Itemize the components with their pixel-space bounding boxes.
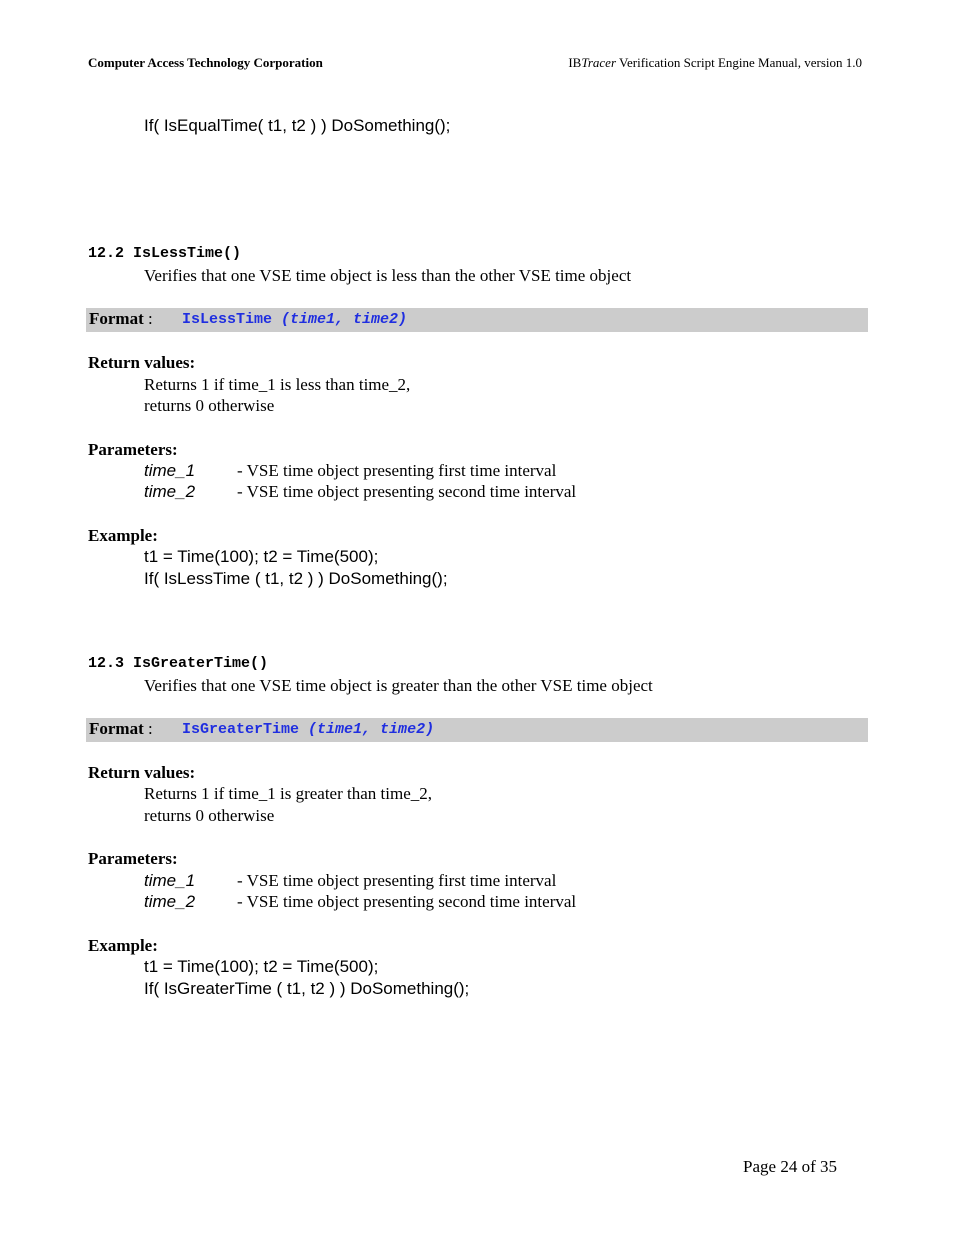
header-manual-prefix: IB (568, 55, 582, 70)
format-args: (time1, time2) (308, 721, 435, 738)
return-line: returns 0 otherwise (144, 396, 275, 415)
format-signature (182, 721, 434, 738)
page-number: Page 24 of 35 (743, 1157, 837, 1176)
param-name: time_1 (144, 461, 196, 480)
section-heading-isgreatertime: 12.3 IsGreaterTime() (88, 655, 269, 672)
return-values-title: Return values: (88, 763, 196, 782)
format-label: Format : (89, 309, 153, 328)
section-description: Verifies that one VSE time object is greater than the other VSE time object (144, 676, 653, 695)
format-function: IsLessTime (182, 311, 273, 328)
format-label: Format : (89, 719, 153, 738)
format-function: IsGreaterTime (182, 721, 300, 738)
return-line: Returns 1 if time_1 is less than time_2, (144, 375, 411, 394)
format-bar (86, 718, 868, 742)
return-line: Returns 1 if time_1 is greater than time_2, (144, 784, 432, 803)
example-line: If( IsGreaterTime ( t1, t2 ) ) DoSomething(); (144, 979, 470, 998)
return-line: returns 0 otherwise (144, 806, 275, 825)
example-line: t1 = Time(100); t2 = Time(500); (144, 547, 379, 566)
format-signature (182, 311, 407, 328)
header-manual-title (568, 55, 862, 71)
parameters-title: Parameters: (88, 440, 178, 459)
param-name: time_1 (144, 871, 196, 890)
top-example-line: If( IsEqualTime( t1, t2 ) ) DoSomething(); (144, 116, 451, 135)
example-line: t1 = Time(100); t2 = Time(500); (144, 957, 379, 976)
param-description: - VSE time object presenting second time interval (237, 892, 577, 911)
header-manual-suffix: Verification Script Engine Manual, version 1.0 (616, 55, 862, 70)
return-values-title: Return values: (88, 353, 196, 372)
format-args: (time1, time2) (281, 311, 408, 328)
section-heading-islesstime: 12.2 IsLessTime() (88, 245, 242, 262)
header-company: Computer Access Technology Corporation (88, 55, 323, 70)
example-title: Example: (88, 526, 158, 545)
header-manual-italic: Tracer (581, 55, 617, 70)
parameters-title: Parameters: (88, 849, 178, 868)
format-bar (86, 308, 868, 332)
param-name: time_2 (144, 482, 196, 501)
param-name: time_2 (144, 892, 196, 911)
param-description: - VSE time object presenting second time interval (237, 482, 577, 501)
example-title: Example: (88, 936, 158, 955)
example-line: If( IsLessTime ( t1, t2 ) ) DoSomething(); (144, 569, 448, 588)
param-description: - VSE time object presenting first time interval (237, 461, 557, 480)
param-description: - VSE time object presenting first time interval (237, 871, 557, 890)
section-description: Verifies that one VSE time object is less than the other VSE time object (144, 266, 632, 285)
